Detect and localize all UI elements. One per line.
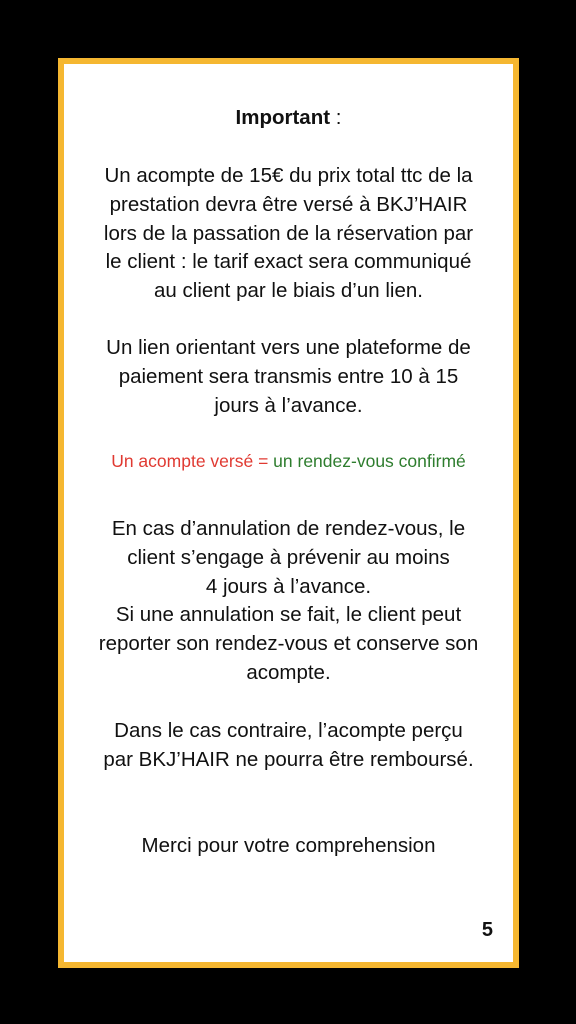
text-line: au client par le biais d’un lien. xyxy=(154,279,423,303)
text-line: acompte. xyxy=(246,660,331,684)
thanks-text: Merci pour votre comprehension xyxy=(141,834,436,857)
text-line: Dans le cas contraire, l’acompte perçu xyxy=(114,719,463,742)
notice-title-bold: Important xyxy=(235,106,331,129)
text-line: Un lien orientant vers une plateforme de xyxy=(106,336,471,359)
cancellation-paragraph xyxy=(64,515,513,688)
text-line: prestation devra être versé à BKJ’HAIR xyxy=(109,192,468,216)
text-line: client s’engage à prévenir au moins xyxy=(127,545,450,569)
page-number: 5 xyxy=(481,919,493,941)
confirmation-note xyxy=(64,448,513,474)
text-line: Si une annulation se fait, le client peut xyxy=(115,603,462,627)
refund-paragraph xyxy=(64,717,513,775)
text-line: paiement sera transmis entre 10 à 15 xyxy=(118,364,459,388)
confirmation-appointment-text: un rendez-vous confirmé xyxy=(273,451,466,471)
text-line: par BKJ’HAIR ne pourra être remboursé. xyxy=(103,747,474,771)
text-line: le client : le tarif exact sera communiqué xyxy=(105,250,472,274)
payment-link-paragraph xyxy=(64,334,513,420)
text-line: lors de la passation de la réservation par xyxy=(103,221,474,245)
notice-title-suffix: : xyxy=(330,106,342,129)
text-line: En cas d’annulation de rendez-vous, le xyxy=(111,517,466,540)
confirmation-equals: = xyxy=(253,451,274,471)
text-line: jours à l’avance. xyxy=(214,393,363,417)
confirmation-deposit-text: Un acompte versé xyxy=(111,451,254,471)
notice-card xyxy=(58,58,519,968)
deposit-paragraph xyxy=(64,162,513,306)
notice-title xyxy=(64,104,513,133)
text-line: reporter son rendez-vous et conserve son xyxy=(98,632,479,656)
text-line: 4 jours à l’avance. xyxy=(205,574,372,598)
text-line: Un acompte de 15€ du prix total ttc de la xyxy=(104,164,473,187)
